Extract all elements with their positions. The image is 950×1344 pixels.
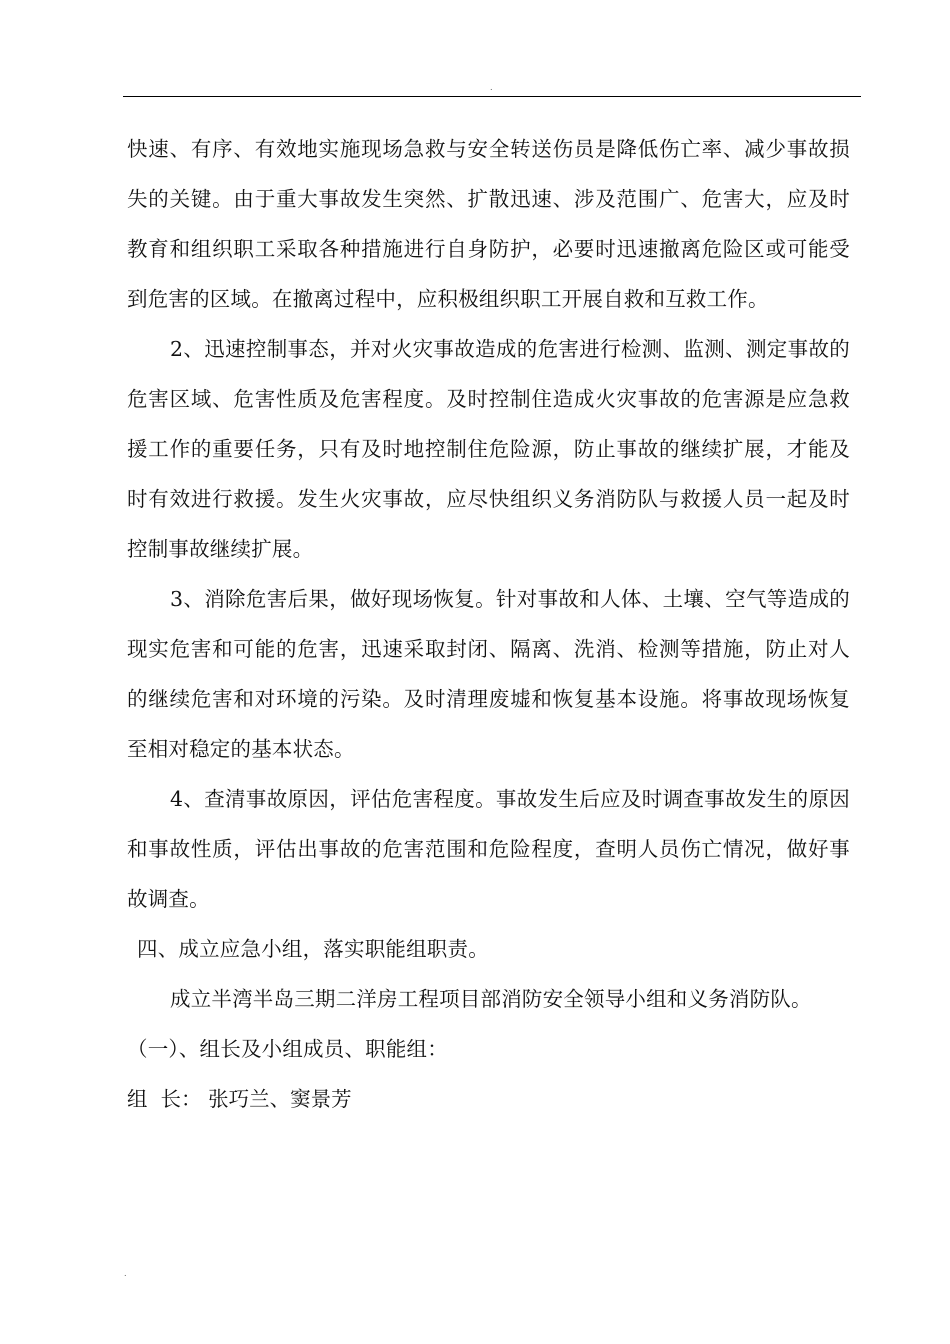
section-heading-4: 四、成立应急小组，落实职能组职责。 [137,937,489,961]
paragraph-establish-team: 成立半湾半岛三期二洋房工程项目部消防安全领导小组和义务消防队。 [170,987,812,1011]
leader-line [127,1074,850,1124]
header-mark: . [490,83,493,92]
document-body [127,124,850,1124]
footer-mark: . [124,1269,127,1278]
leader-names: 张巧兰、窦景芳 [208,1087,352,1111]
paragraph-recovery: 3、消除危害后果，做好现场恢复。针对事故和人体、土壤、空气等造成的现实危害和可能的危害，迅速采取封闭、隔离、洗消、检测等措施，防止对人的继续危害和对环境的污染。及时清理废墟和恢复基本设施。将事故现场恢复至相对稳定的基本状态。 [127,587,850,761]
subsection-heading-1: （一）、组长及小组成员、职能组： [127,1037,448,1061]
paragraph-rescue: 快速、有序、有效地实施现场急救与安全转送伤员是降低伤亡率、减少事故损失的关键。由于重大事故发生突然、扩散迅速、涉及范围广、危害大，应及时教育和组织职工采取各种措施进行自身防护，必要时迅速撤离危险区或可能受到危害的区域。在撤离过程中，应积极组织职工开展自救和互救工作。 [127,137,850,311]
leader-label: 组 长： [127,1087,202,1111]
paragraph-investigation: 4、查清事故原因，评估危害程度。事故发生后应及时调查事故发生的原因和事故性质，评估出事故的危害范围和危险程度，查明人员伤亡情况，做好事故调查。 [127,787,850,911]
header-rule [123,96,861,97]
paragraph-control: 2、迅速控制事态，并对火灾事故造成的危害进行检测、监测、测定事故的危害区域、危害性质及危害程度。及时控制住造成火灾事故的危害源是应急救援工作的重要任务，只有及时地控制住危险源，防止事故的继续扩展，才能及时有效进行救援。发生火灾事故，应尽快组织义务消防队与救援人员一起及时控制事故继续扩展。 [127,337,850,561]
